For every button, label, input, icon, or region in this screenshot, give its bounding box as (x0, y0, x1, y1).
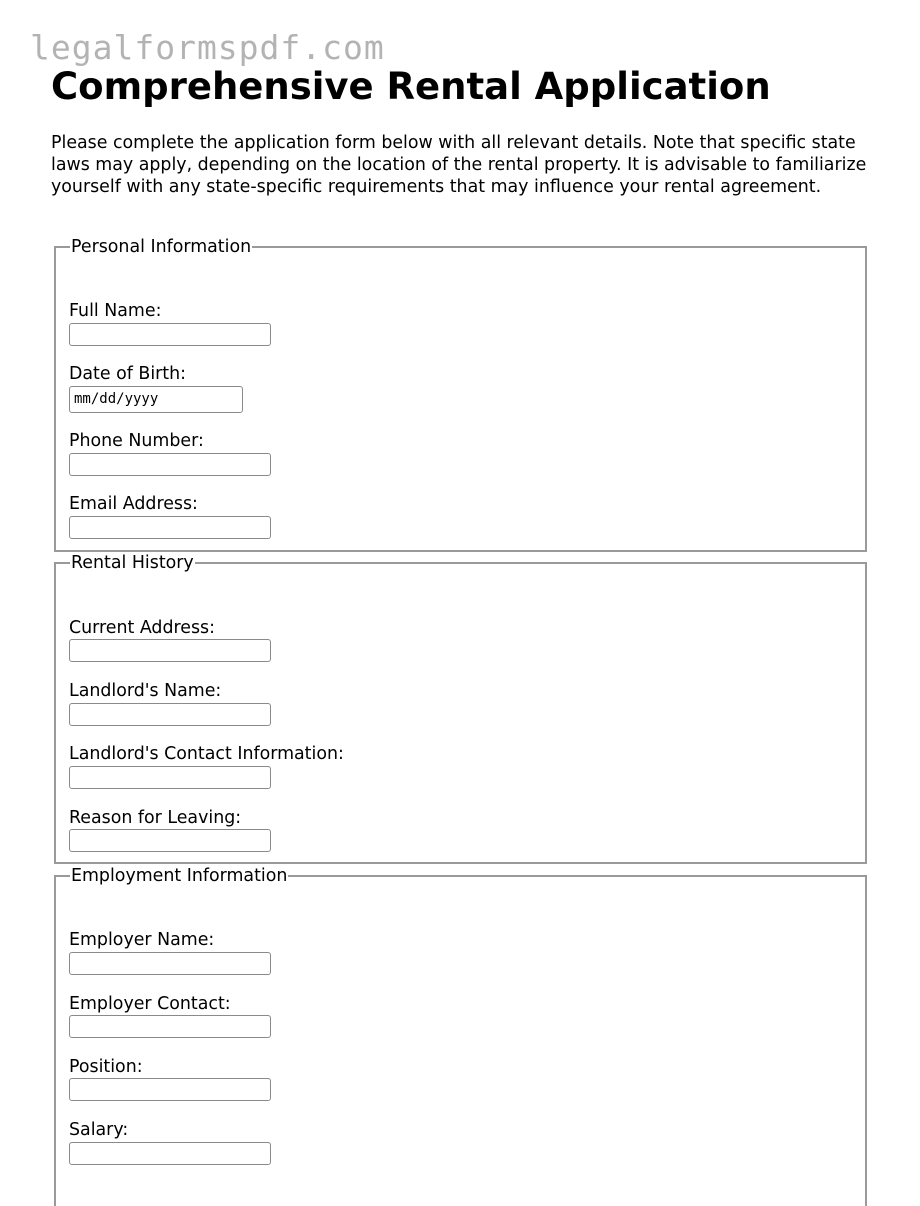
employer-name-input[interactable] (69, 952, 271, 975)
rental-history-legend: Rental History (71, 553, 194, 573)
watermark: legalformspdf.com (30, 28, 385, 67)
current-address-input[interactable] (69, 639, 271, 662)
reason-for-leaving-input[interactable] (69, 829, 271, 852)
landlord-name-label: Landlord's Name: (69, 681, 222, 701)
landlord-name-input[interactable] (69, 703, 271, 726)
personal-information-legend: Personal Information (71, 237, 252, 257)
phone-number-label: Phone Number: (69, 431, 204, 451)
personal-information-section (54, 237, 867, 552)
position-label: Position: (69, 1057, 143, 1077)
date-of-birth-input[interactable]: mm/dd/yyyy (69, 386, 243, 413)
current-address-label: Current Address: (69, 618, 215, 638)
employment-information-section (54, 866, 867, 1206)
full-name-input[interactable] (69, 323, 271, 346)
employer-contact-label: Employer Contact: (69, 994, 231, 1014)
employment-information-legend: Employment Information (71, 866, 288, 886)
page-title: Comprehensive Rental Application (51, 65, 771, 108)
phone-number-input[interactable] (69, 453, 271, 476)
salary-input[interactable] (69, 1142, 271, 1165)
landlord-contact-label: Landlord's Contact Information: (69, 744, 344, 764)
landlord-contact-input[interactable] (69, 766, 271, 789)
email-address-input[interactable] (69, 516, 271, 539)
position-input[interactable] (69, 1078, 271, 1101)
rental-history-section (54, 553, 867, 864)
reason-for-leaving-label: Reason for Leaving: (69, 808, 242, 828)
intro-paragraph: Please complete the application form below with all relevant details. Note that specific state laws may apply, depending on the location of the rental property. It is advisable to familiarize yourself with any state-specific requirements that may influence your rental agreement. (51, 133, 867, 197)
date-of-birth-label: Date of Birth: (69, 364, 186, 384)
email-address-label: Email Address: (69, 494, 198, 514)
employer-name-label: Employer Name: (69, 930, 215, 950)
employer-contact-input[interactable] (69, 1015, 271, 1038)
salary-label: Salary: (69, 1120, 129, 1140)
full-name-label: Full Name: (69, 301, 162, 321)
